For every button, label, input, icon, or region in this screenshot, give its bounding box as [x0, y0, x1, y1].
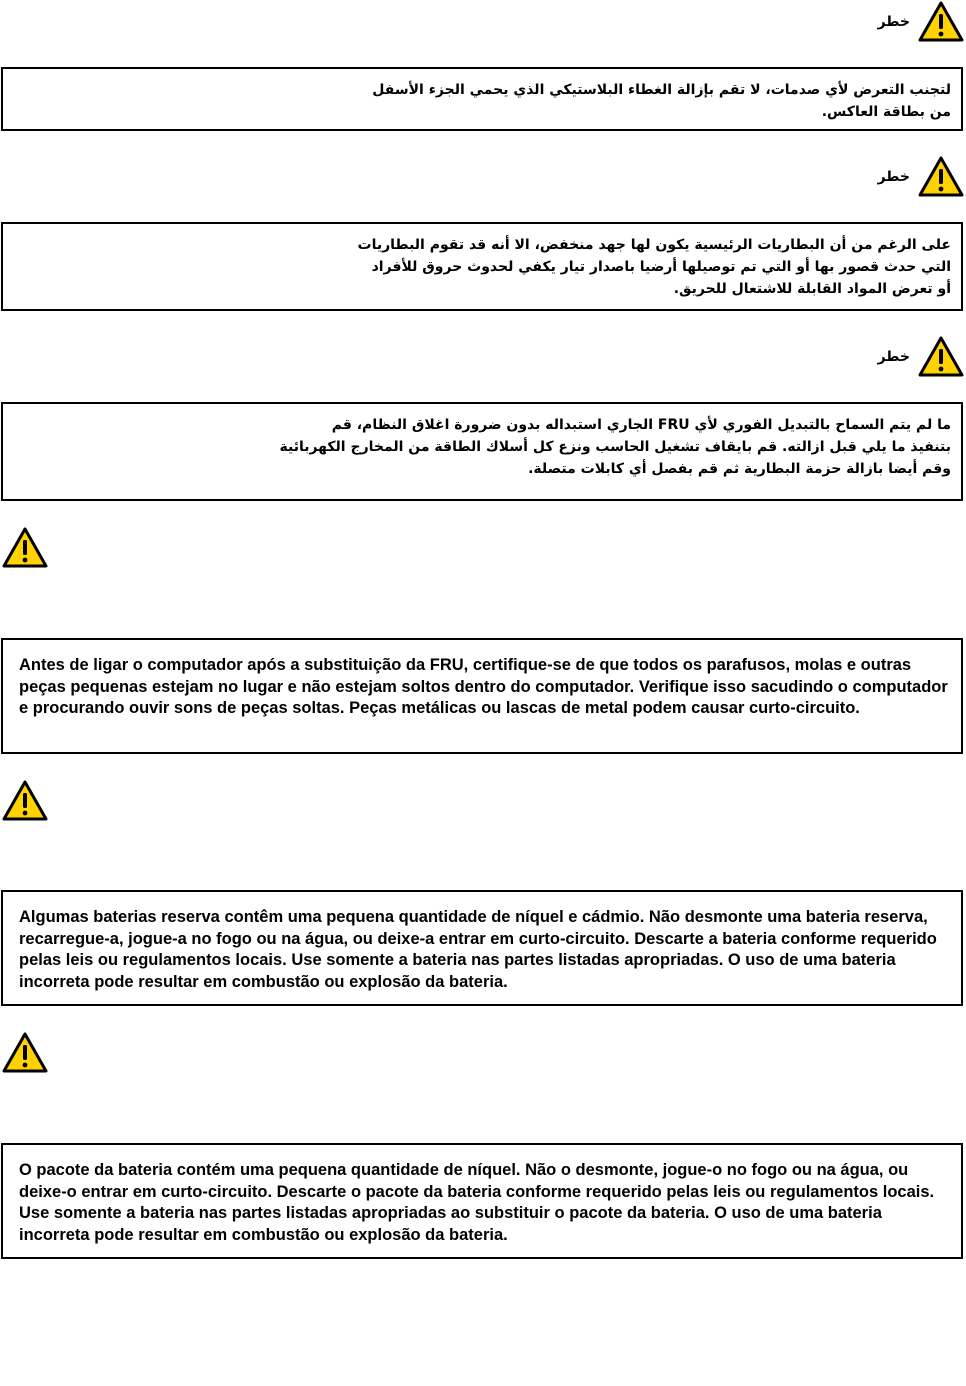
- warning-triangle-icon: [918, 156, 964, 198]
- caution-box-3: [1, 1143, 963, 1259]
- danger-label: خطر: [877, 349, 910, 365]
- caution-box-1: [1, 638, 963, 754]
- danger-heading-1: [878, 1, 964, 43]
- danger-text-line: بتنفيذ ما يلي قبل ازالته. قم بايقاف تشغيل الحاسب ونزع كل أسلاك الطاقة من المخارج الكهربائية: [279, 439, 951, 455]
- danger-box-3: [1, 402, 963, 501]
- warning-triangle-icon: [2, 527, 48, 569]
- danger-text-line: ما لم يتم السماح بالتبديل الفوري لأي FRU الجاري استبداله بدون ضرورة اغلاق النظام، قم: [331, 417, 951, 433]
- warning-triangle-icon: [2, 1032, 48, 1074]
- caution-text: Algumas baterias reserva contêm uma pequena quantidade de níquel e cádmio. Não desmonte uma bateria reserva, recarregue-a, jogue-a no fogo ou na água, ou deixe-a entrar em curto-circuito. Descarte a bateria conforme requerido pelas leis ou regulamentos locais. Use somente a bateria nas partes listadas apropriadas. O uso de uma bateria incorreta pode resultar em combustão ou explosão da bateria.: [19, 908, 937, 991]
- danger-text-line: من بطاقة العاكس.: [821, 104, 951, 120]
- caution-text: Antes de ligar o computador após a substituição da FRU, certifique-se de que todos os parafusos, molas e outras peças pequenas estejam no lugar e não estejam soltos dentro do computador. Verifique isso sacudindo o computador e procurando ouvir sons de peças soltas. Peças metálicas ou lascas de metal podem causar curto-circuito.: [19, 656, 948, 717]
- danger-label: خطر: [877, 169, 910, 185]
- caution-box-2: [1, 890, 963, 1006]
- warning-triangle-icon: [918, 1, 964, 43]
- danger-text-line: لتجنب التعرض لأي صدمات، لا تقم بإزالة الغطاء البلاستيكي الذي يحمي الجزء الأسفل: [372, 82, 951, 98]
- danger-text-line: أو تعرض المواد القابلة للاشتعال للحريق.: [673, 281, 951, 297]
- warning-triangle-icon: [918, 336, 964, 378]
- danger-text-line: على الرغم من أن البطاريات الرئيسية يكون لها جهد منخفض، الا أنه قد تقوم البطاريات: [357, 237, 951, 253]
- danger-text-line: التي حدث قصور بها أو التي تم توصيلها أرضيا باصدار تيار يكفي لحدوث حروق للأفراد: [371, 259, 951, 275]
- danger-text-line: وقم أيضا بازالة حزمة البطارية ثم قم بفصل أي كابلات متصلة.: [528, 461, 951, 477]
- danger-heading-3: [878, 336, 964, 378]
- danger-box-2: [1, 222, 963, 311]
- warning-triangle-icon: [2, 780, 48, 822]
- danger-heading-2: [878, 156, 964, 198]
- caution-text: O pacote da bateria contém uma pequena quantidade de níquel. Não o desmonte, jogue-o no fogo ou na água, ou deixe-o entrar em curto-circuito. Descarte o pacote da bateria conforme requerido pelas leis ou regulamentos locais. Use somente a bateria nas partes listadas apropriadas ao substituir o pacote da bateria. O uso de uma bateria incorreta pode resultar em combustão ou explosão da bateria.: [19, 1161, 935, 1244]
- danger-label: خطر: [877, 14, 910, 30]
- danger-box-1: [1, 67, 963, 131]
